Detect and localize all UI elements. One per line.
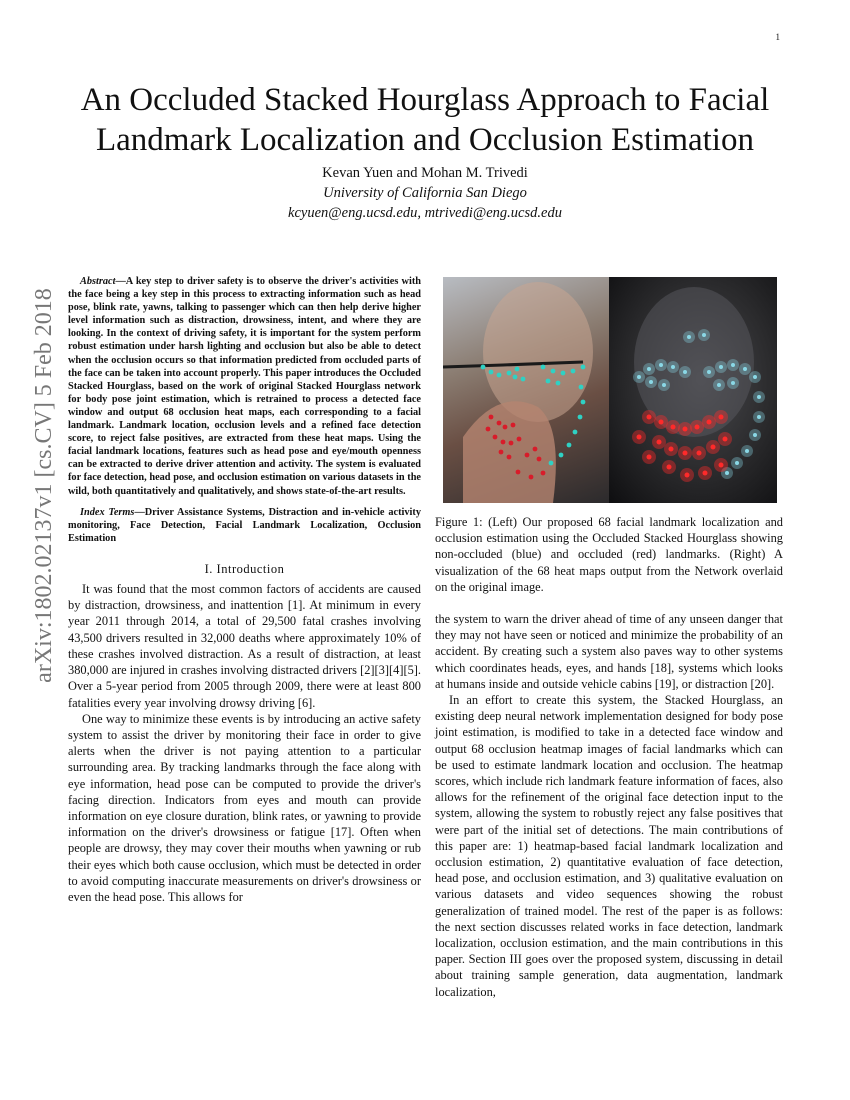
heatmap-visible-point <box>757 415 761 419</box>
arxiv-stamp <box>26 287 62 683</box>
heatmap-panel <box>609 277 777 503</box>
heatmap-visible-point <box>753 433 757 437</box>
body-paragraph: It was found that the most common factors of accidents are caused by distraction, drowsiness, and inattention [1]. At minimum in every year 2011 through 2014, a total of 29,500 fatal crashes involving 43,500 drivers resulted in 32,000 deaths where approximately 10% of these crashes involved distraction. As a result of distraction, at least 380,000 are injured in crashes involving distracted drivers [2][3][4][5]. Over a 5-year period from 2005 through 2009, there were at least 800 fatalities every year involving drowsy driving [6]. <box>68 582 421 710</box>
heatmap-visible-point <box>725 471 729 475</box>
landmark-visible-point <box>497 373 502 378</box>
landmark-visible-point <box>581 365 586 370</box>
heatmap-visible-point <box>731 381 735 385</box>
index-terms-lead: Index Terms <box>80 506 135 518</box>
abstract-text: —A key step to driver safety is to observe the driver's activities with the face being a key step in this process to extracting information such as head pose, blink rate, yawns, talking to passenger which can then help derive higher level information such as distraction, drowsiness, intent, and where they are looking. In the context of driving safety, it is important for the system perform robust estimation under harsh lighting and occlusion but also be able to detect when the occlusion occurs so that information predicted from occluded parts of the face can be taken into account properly. This paper introduces the Occluded Stacked Hourglass, based on the work of original Stacked Hourglass network for body pose joint estimation, which is retrained to process a detected face window and output 68 occlusion heat maps, each corresponding to a facial landmark. Landmark location, occlusion levels and a refined face detection score, to reject false positives, are extracted from these heat maps. Using the facial landmark locations, features such as head pose and eye/mouth openness can be extracted to derive driver attention and activity. The system is evaluated for face detection, head pose, and occlusion estimation on various datasets in the wild, both quantitatively and qualitatively, and shows state-of-the-art results. <box>68 276 421 497</box>
heatmap-occluded-point <box>719 415 724 420</box>
body-paragraph: One way to minimize these events is by introducing an active safety system to assist the driver by monitoring their face in order to give alerts when the driver is not paying attention to a particular surrounding area. By tracking landmarks through the face along with eye information, head pose can be computed to provide the driver's facing direction. Indicators from eyes and mouth can provide information on eye closure duration, blink rates, or yawning to provide information on the driver's drowsiness or fatigue [17]. Often when people are drowsy, they may cover their mouths when yawning or rub their eyes which both cause occlusion, which must be detected in order to avoid computing inaccurate measurements on driver's drowsiness or even the head pose. This allows for <box>68 711 421 904</box>
landmark-visible-point <box>567 443 572 448</box>
landmark-occluded-point <box>499 450 504 455</box>
heatmap-occluded-point <box>697 451 702 456</box>
figure-1-image <box>443 277 777 503</box>
landmark-occluded-point <box>541 471 546 476</box>
arxiv-stamp-text: arXiv:1802.02137v1 [cs.CV] 5 Feb 2018 <box>30 287 57 683</box>
heatmap-visible-point <box>731 363 735 367</box>
landmark-occluded-point <box>533 447 538 452</box>
author-block <box>40 163 810 223</box>
landmark-occluded-point <box>507 455 512 460</box>
heatmap-occluded-point <box>683 427 688 432</box>
heatmap-occluded-point <box>703 471 708 476</box>
landmark-visible-point <box>578 415 583 420</box>
heatmap-visible-point <box>659 363 663 367</box>
landmark-overlay <box>443 277 609 503</box>
heatmap-visible-point <box>637 375 641 379</box>
landmark-occluded-point <box>486 427 491 432</box>
heatmap-occluded-point <box>657 440 662 445</box>
heatmap-occluded-point <box>647 455 652 460</box>
landmark-visible-point <box>559 453 564 458</box>
figure-caption: Figure 1: (Left) Our proposed 68 facial landmark localization and occlusion estimation using the Occluded Stacked Hourglass showing non-occluded (blue) and occluded (red) landmarks. (Right) A visualization of the 68 heat maps output from the Network overlaid on the original image. <box>435 515 783 594</box>
heatmap-occluded-point <box>669 447 674 452</box>
landmark-visible-point <box>581 400 586 405</box>
index-terms <box>68 506 421 545</box>
heatmap-visible-point <box>671 365 675 369</box>
landmark-occluded-point <box>497 421 502 426</box>
paper-title: An Occluded Stacked Hourglass Approach to Facial Landmark Localization and Occlusion Estimation <box>80 82 770 158</box>
body-paragraph: the system to warn the driver ahead of time of any unseen danger that they may not have seen or noticed and minimize the probability of an accident. By creating such a system also paves way to other systems which coordinates heads, eyes, and hands [18], systems which looks at humans inside and outside vehicle cabins [19], or distraction [20]. <box>435 612 783 691</box>
landmark-occluded-point <box>525 453 530 458</box>
heatmap-occluded-point <box>667 465 672 470</box>
landmark-visible-point <box>579 385 584 390</box>
heatmap-visible-point <box>649 380 653 384</box>
section-heading: I. Introduction <box>204 561 285 576</box>
landmark-visible-point <box>573 430 578 435</box>
heatmap-visible-point <box>707 370 711 374</box>
landmark-visible-point <box>489 370 494 375</box>
landmark-occluded-point <box>501 440 506 445</box>
abstract <box>68 275 421 498</box>
heatmap-visible-point <box>719 365 723 369</box>
landmark-visible-point <box>546 379 551 384</box>
landmark-visible-point <box>556 381 561 386</box>
heatmap-occluded-point <box>683 451 688 456</box>
landmark-photo-panel <box>443 277 609 503</box>
heatmap-visible-point <box>687 335 691 339</box>
landmark-occluded-point <box>537 457 542 462</box>
landmark-visible-point <box>481 365 486 370</box>
landmark-visible-point <box>507 371 512 376</box>
landmark-visible-point <box>561 371 566 376</box>
index-terms-text: —Driver Assistance Systems, Distraction and in-vehicle activity monitoring, Face Detection, Facial Landmark Localization, Occlusion Estimation <box>68 506 421 544</box>
abstract-lead: Abstract <box>80 276 116 287</box>
heatmap-visible-point <box>702 333 706 337</box>
heatmap-occluded-point <box>695 425 700 430</box>
landmark-visible-point <box>551 369 556 374</box>
right-column <box>435 611 783 1000</box>
landmark-occluded-point <box>529 475 534 480</box>
author-emails: kcyuen@eng.ucsd.edu, mtrivedi@eng.ucsd.edu <box>288 205 562 221</box>
heatmap-visible-point <box>647 367 651 371</box>
heatmap-visible-point <box>743 367 747 371</box>
heatmap-overlay <box>609 277 777 503</box>
landmark-occluded-point <box>489 415 494 420</box>
heatmap-occluded-point <box>685 473 690 478</box>
landmark-occluded-point <box>509 441 514 446</box>
landmark-occluded-point <box>516 470 521 475</box>
landmark-occluded-point <box>503 425 508 430</box>
landmark-occluded-point <box>493 435 498 440</box>
heatmap-visible-point <box>717 383 721 387</box>
landmark-occluded-point <box>511 423 516 428</box>
heatmap-occluded-point <box>671 425 676 430</box>
page-number: 1 <box>775 32 780 42</box>
heatmap-visible-point <box>753 375 757 379</box>
heatmap-visible-point <box>745 449 749 453</box>
body-paragraph: In an effort to create this system, the Stacked Hourglass, an existing deep neural network implementation designed for body pose joint estimation, is modified to take in a detected face window and output 68 occlusion heatmap images of facial landmarks which can be used to estimate landmark location and occlusion. The heatmap scores, which include rich landmark feature information of faces, also allows for the refinement of the original face detection input to the system, allowing the system to robustly reject any false positives that were part of the initial set of detections. The main contributions of this paper are: 1) heatmap-based facial landmark localization and occlusion estimation, 2) quantitative evaluation of face detection, head pose, and occlusion estimation, and 3) qualitative evaluation on various datasets and video sequences showing the robust generalization of trained model. The rest of the paper is as follows: the next section discusses related works in face detection, landmark localization, occlusion estimation, and the main contributions in this paper. Section III goes over the proposed system, discussing in detail about training sample generation, data augmentation, landmark localization, <box>435 693 783 999</box>
landmark-visible-point <box>571 369 576 374</box>
heatmap-occluded-point <box>637 435 642 440</box>
landmark-visible-point <box>515 367 520 372</box>
author-names: Kevan Yuen and Mohan M. Trivedi <box>322 165 528 181</box>
heatmap-occluded-point <box>711 445 716 450</box>
heatmap-occluded-point <box>723 437 728 442</box>
landmark-visible-point <box>549 461 554 466</box>
landmark-occluded-point <box>517 437 522 442</box>
landmark-visible-point <box>521 377 526 382</box>
landmark-visible-point <box>513 375 518 380</box>
heatmap-visible-point <box>757 395 761 399</box>
heatmap-visible-point <box>683 370 687 374</box>
heatmap-visible-point <box>735 461 739 465</box>
heatmap-occluded-point <box>647 415 652 420</box>
landmark-visible-point <box>541 365 546 370</box>
heatmap-occluded-point <box>707 420 712 425</box>
left-column <box>68 275 421 905</box>
heatmap-occluded-point <box>659 420 664 425</box>
heatmap-visible-point <box>662 383 666 387</box>
heatmap-occluded-point <box>719 463 724 468</box>
affiliation: University of California San Diego <box>323 185 527 201</box>
